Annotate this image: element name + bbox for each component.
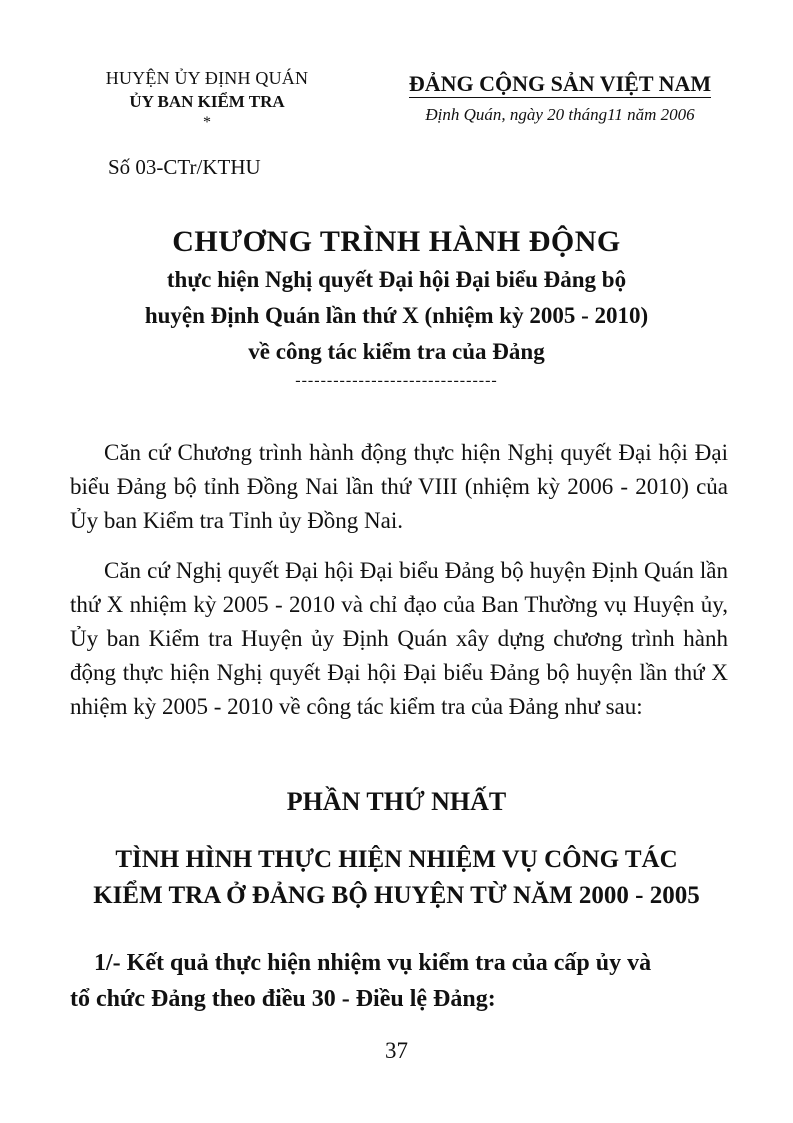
- title-divider: --------------------------------: [295, 372, 498, 389]
- authority-mark: *: [203, 114, 211, 131]
- subsection-heading-line-2: tổ chức Đảng theo điều 30 - Điều lệ Đảng:: [70, 986, 496, 1012]
- section-heading: [40, 842, 753, 914]
- place-date: Định Quán, ngày 20 tháng11 năm 2006: [425, 105, 695, 124]
- section-heading-line-1: TÌNH HÌNH THỰC HIỆN NHIỆM VỤ CÔNG TÁC: [115, 846, 678, 873]
- document-subtitle-line-1: thực hiện Nghị quyết Đại hội Đại biểu Đảng bộ: [166, 267, 627, 292]
- paragraph: Căn cứ Chương trình hành động thực hiện Nghị quyết Đại hội Đại biểu Đảng bộ tỉnh Đồng Nai lần thứ VIII (nhiệm kỳ 2006 - 2010) của Ủy ban Kiểm tra Tỉnh ủy Đồng Nai.: [70, 440, 728, 533]
- part-heading: PHẦN THỨ NHẤT: [286, 787, 507, 816]
- subsection-heading: [70, 945, 728, 1017]
- document-subtitle-line-2: huyện Định Quán lần thứ X (nhiệm kỳ 2005 - 2010): [144, 303, 649, 328]
- authority-line-2: ỦY BAN KIỂM TRA: [129, 92, 285, 111]
- party-motto: [385, 70, 735, 98]
- national-header: [385, 70, 735, 128]
- section-heading-line-2: KIỂM TRA Ở ĐẢNG BỘ HUYỆN TỪ NĂM 2000 - 2005: [93, 882, 700, 909]
- paragraph: Căn cứ Nghị quyết Đại hội Đại biểu Đảng bộ huyện Định Quán lần thứ X nhiệm kỳ 2005 - 2010 và chỉ đạo của Ban Thường vụ Huyện ủy, Ủy ban Kiểm tra Huyện ủy Định Quán xây dựng chương trình hành động thực hiện Nghị quyết Đại hội Đại biểu Đảng bộ huyện lần thứ X nhiệm kỳ 2005 - 2010 về công tác kiểm tra của Đảng như sau:: [70, 558, 728, 719]
- document-number: Số 03-CTr/KTHU: [108, 155, 261, 179]
- document-title-block: [0, 222, 793, 390]
- issuing-authority: [62, 66, 352, 130]
- party-motto-text: ĐẢNG CỘNG SẢN VIỆT NAM: [408, 71, 712, 96]
- document-subtitle-line-3: về công tác kiểm tra của Đảng: [248, 339, 545, 364]
- authority-line-1: HUYỆN ỦY ĐỊNH QUÁN: [105, 68, 309, 88]
- document-body: [70, 436, 728, 724]
- document-title: CHƯƠNG TRÌNH HÀNH ĐỘNG: [172, 225, 621, 258]
- subsection-heading-line-1: 1/- Kết quả thực hiện nhiệm vụ kiểm tra của cấp ủy và: [94, 950, 652, 976]
- page-number: 37: [385, 1038, 408, 1063]
